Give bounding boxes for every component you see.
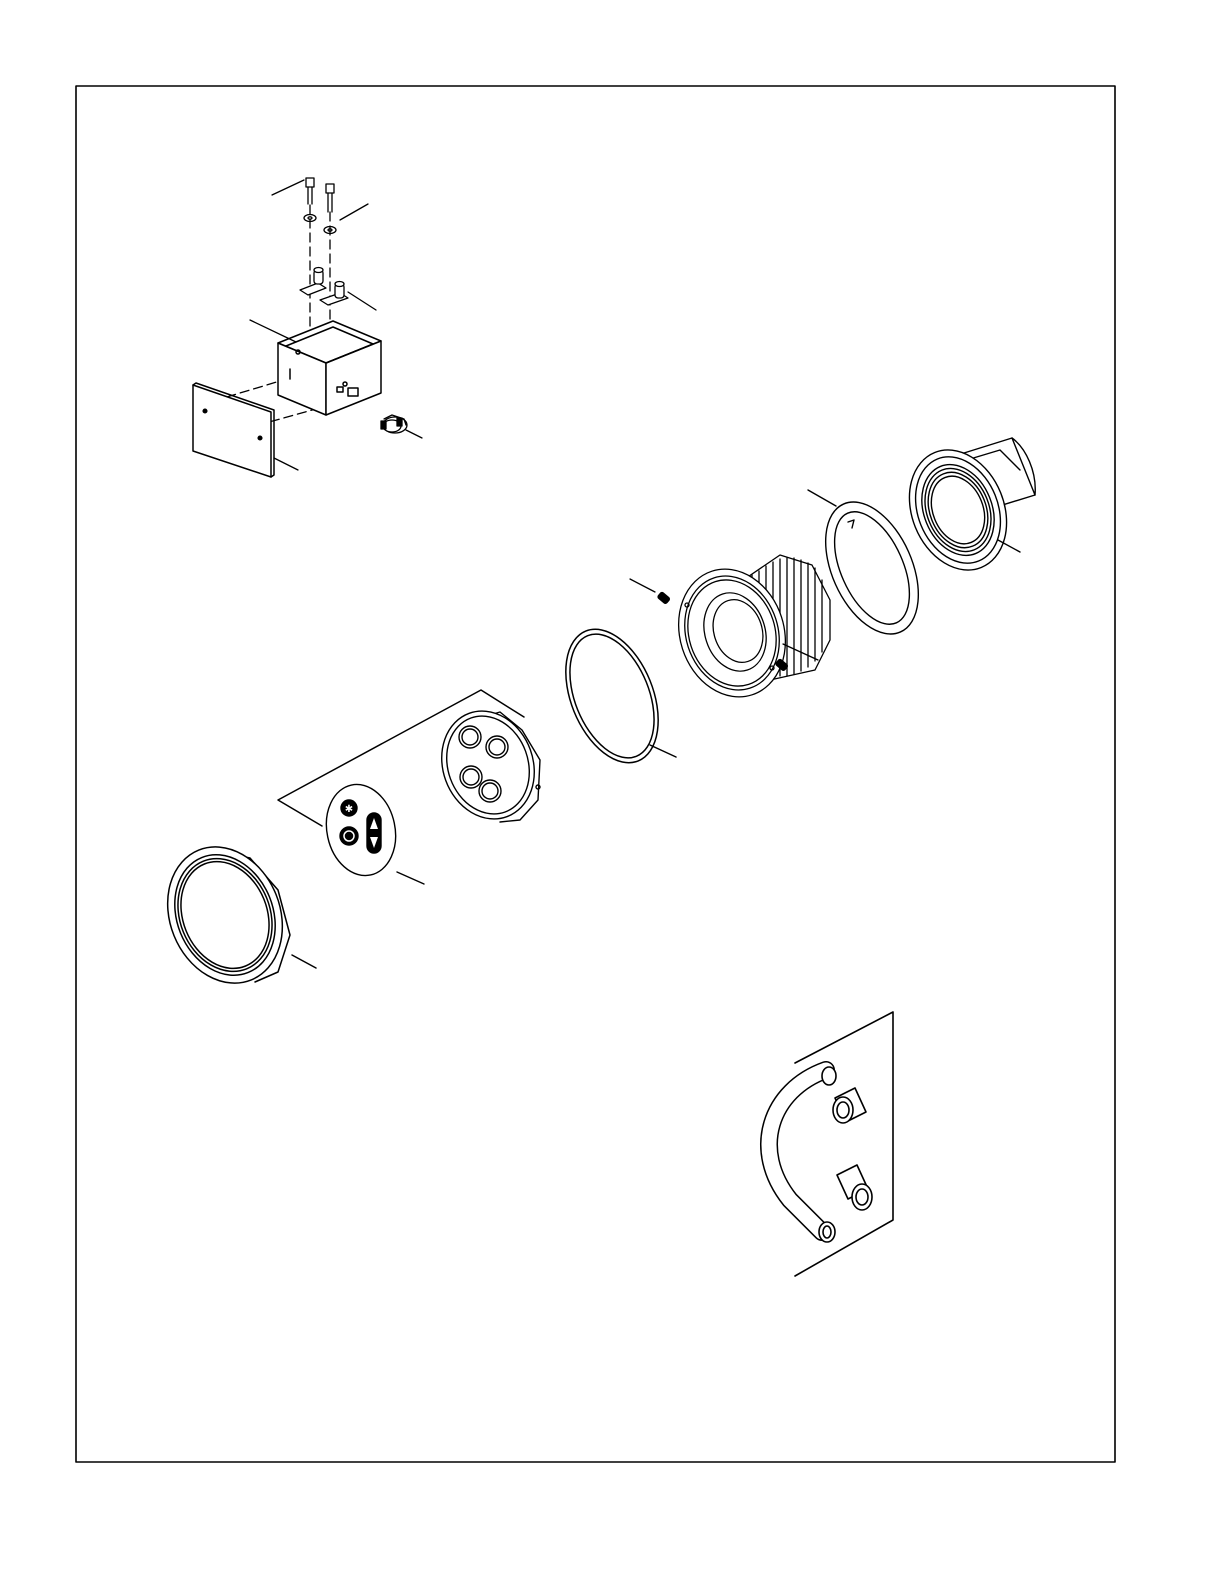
trim-ring-icon	[148, 829, 316, 1000]
nut-icon	[892, 435, 1035, 584]
washer-icon	[304, 215, 336, 234]
housing-icon	[662, 555, 830, 711]
button-pad-icon	[427, 698, 549, 832]
svg-text:✱: ✱	[344, 804, 354, 815]
bracket-icon	[300, 268, 348, 306]
plate-icon	[193, 383, 274, 477]
junction-box-group	[193, 178, 422, 477]
page-border	[76, 86, 1115, 1462]
label-icon	[318, 778, 424, 884]
connector-icon	[381, 415, 407, 433]
box-icon	[278, 321, 381, 415]
hose-icon	[769, 1012, 893, 1276]
o-ring-icon	[548, 616, 676, 777]
